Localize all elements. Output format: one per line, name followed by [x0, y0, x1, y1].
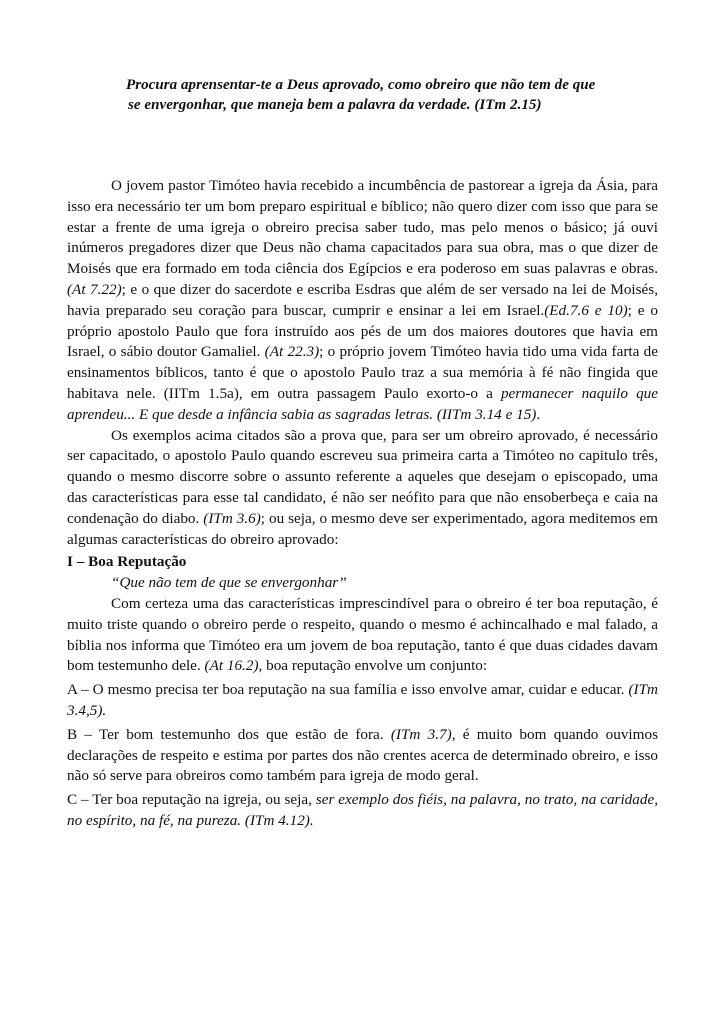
paragraph-3: [67, 594, 658, 677]
text: A – O mesmo precisa ter boa reputação na sua família e isso envolve amar, cuidar e educar.: [67, 681, 629, 699]
scripture-ref: (At 7.22): [67, 280, 122, 298]
scripture-ref: (Ed.7.6 e 10): [544, 301, 628, 319]
scripture-quote: ser exemplo dos fiéis, na palavra, no trato, na caridade, no espírito, na fé, na pureza. (ITm 4.12).: [67, 791, 658, 829]
quote-text: “Que não tem de que se envergonhar”: [111, 574, 347, 592]
section-heading: I – Boa Reputação: [67, 553, 187, 571]
text: O jovem pastor Timóteo havia recebido a incumbência de pastorear a igreja da Ásia, para isso era necessário ter um bom preparo espiritual e bíblico; não quero dizer com isso que para se estar a frente de uma igreja o obreiro precisa saber tudo, mas pelo menos o básico; já ouvi inúmeros pregadores dizer que Deus não chama capacitados para sua obra, mas o que dizer de Moisés que era formado em toda ciência dos Egípcios e era poderoso em suas palavras e obras.: [67, 177, 658, 278]
scripture-ref: (At 16.2): [204, 657, 259, 675]
text: ; e o próprio apostolo Paulo que fora instruído aos pés de um dos maiores doutores que havia em Israel, o sábio doutor Gamaliel.: [67, 301, 658, 361]
text: Com certeza uma das características imprescindível para o obreiro é ter boa reputação, é muito triste quando o obreiro perde o respeito, quando o mesmo é achincalhado e mal falado, a bíblia nos informa que Timóteo era um jovem de boa reputação, tanto é que duas cidades davam bom testemunho dele.: [67, 594, 658, 675]
text: B – Ter bom testemunho dos que estão de fora.: [67, 725, 391, 743]
document-body: [67, 176, 658, 832]
scripture-ref: (ITm 3.4,5).: [67, 681, 658, 719]
list-item-b: [67, 725, 658, 787]
scripture-quote: permanecer naquilo que aprendeu... E que desde a infância sabia as sagradas letras. (IITm 3.14 e 15): [67, 384, 659, 423]
epigraph-line-2: se envergonhar, que maneja bem a palavra da verdade. (ITm 2.15): [128, 97, 542, 113]
text: C – Ter boa reputação na igreja, ou seja,: [67, 791, 316, 809]
section-quote: [67, 573, 658, 594]
text: Os exemplos acima citados são a prova que, para ser um obreiro aprovado, é necessário ser capacitado, o apostolo Paulo quando escreveu sua primeira carta a Timóteo no capitulo três, quando o mesmo discorre sobre o assunto referente a aqueles que desejam o episcopado, uma das características para esse tal candidato, é não ser neófito para que não ensoberbeça e caia na condenação do diabo.: [67, 426, 658, 527]
text: .: [536, 405, 541, 423]
text: ; o próprio jovem Timóteo havia tido uma vida farta de ensinamentos bíblicos, tanto é que o apostolo Paulo traz a sua memória à fé não fingida que habitava nele. (IITm 1.5a), em outra passagem Paulo exorto-o a: [67, 343, 658, 402]
epigraph-line-1: Procura aprensentar-te a Deus aprovado, como obreiro que não tem de que: [126, 77, 596, 93]
text: ; e o que dizer do sacerdote e escriba Esdras que além de ser versado na lei de Moisés, havia preparado seu coração para buscar, cumprir e ensinar a lei em Israel.: [67, 280, 658, 319]
list-item-a: [67, 680, 658, 722]
paragraph-2: [67, 426, 658, 551]
scripture-ref: (ITm 3.7): [390, 725, 452, 743]
paragraph-1: [67, 176, 658, 426]
text: , é muito bom quando ouvimos declarações de respeito e estima por partes dos não crentes acerca de determinado obreiro, e isso não só serve para obreiros como também para igreja de modo geral.: [67, 725, 658, 785]
scripture-ref: (At 22.3): [264, 343, 320, 361]
list-item-c: [67, 790, 658, 832]
text: ; ou seja, o mesmo deve ser experimentado, agora meditemos em algumas características do obreiro aprovado:: [67, 509, 658, 548]
scripture-ref: (ITm 3.6): [203, 509, 261, 527]
epigraph: [126, 75, 686, 115]
text: , boa reputação envolve um conjunto:: [258, 657, 488, 675]
